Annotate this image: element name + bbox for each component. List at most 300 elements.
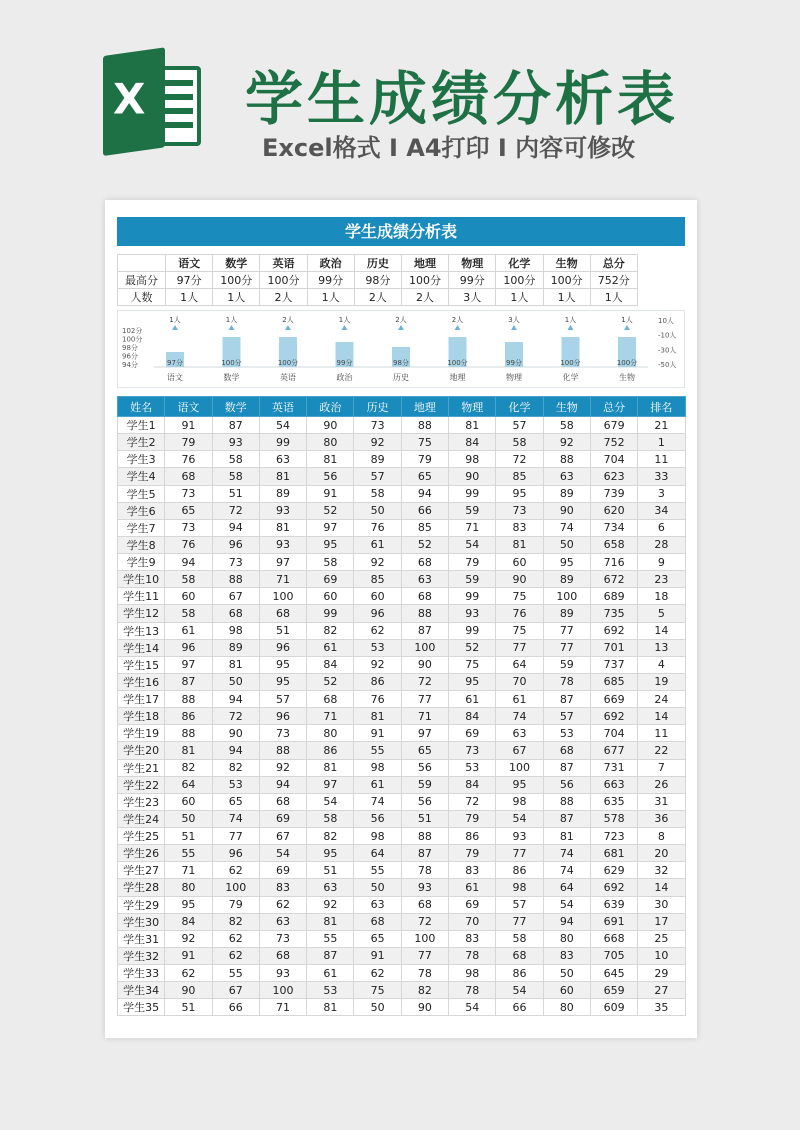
score-cell: 98	[354, 828, 401, 845]
score-cell: 50	[212, 673, 259, 690]
table-row	[118, 451, 686, 468]
table-row	[118, 947, 686, 964]
score-cell: 58	[165, 605, 212, 622]
score-cell: 55	[354, 862, 401, 879]
logo-letter: X	[113, 74, 146, 124]
score-cell: 74	[212, 810, 259, 827]
score-cell: 58	[165, 571, 212, 588]
student-name-cell: 学生8	[118, 536, 165, 553]
score-cell: 658	[590, 536, 637, 553]
table-row	[118, 930, 686, 947]
summary-count-row	[118, 289, 638, 306]
score-cell: 51	[165, 828, 212, 845]
score-cell: 75	[496, 588, 543, 605]
score-cell: 97	[165, 656, 212, 673]
score-cell: 94	[165, 554, 212, 571]
score-cell: 74	[543, 862, 590, 879]
count-marker-icon	[568, 325, 574, 330]
score-cell: 58	[354, 485, 401, 502]
score-cell: 78	[401, 965, 448, 982]
score-cell: 61	[165, 622, 212, 639]
score-cell: 60	[165, 793, 212, 810]
score-cell: 24	[638, 691, 685, 708]
score-cell: 69	[449, 896, 496, 913]
bar-value-label: 99分	[336, 359, 353, 367]
score-cell: 71	[401, 708, 448, 725]
score-cell: 60	[496, 554, 543, 571]
header-banner	[0, 0, 800, 190]
score-cell: 98	[354, 759, 401, 776]
score-cell: 68	[496, 947, 543, 964]
student-name-cell: 学生3	[118, 451, 165, 468]
score-cell: 98	[496, 879, 543, 896]
summary-subject-cell: 语文	[166, 255, 213, 272]
student-name-cell: 学生27	[118, 862, 165, 879]
summary-subject-cell: 政治	[307, 255, 354, 272]
score-cell: 19	[638, 673, 685, 690]
score-cell: 63	[259, 913, 306, 930]
bar-value-label: 98分	[393, 359, 409, 367]
score-cell: 90	[449, 468, 496, 485]
summary-max-cell: 97分	[166, 272, 213, 289]
score-cell: 79	[449, 810, 496, 827]
score-cell: 54	[543, 896, 590, 913]
score-cell: 731	[590, 759, 637, 776]
score-cell: 98	[449, 451, 496, 468]
score-cell: 81	[212, 656, 259, 673]
score-cell: 100	[259, 588, 306, 605]
score-cell: 94	[401, 485, 448, 502]
student-name-cell: 学生28	[118, 879, 165, 896]
student-name-cell: 学生6	[118, 502, 165, 519]
score-cell: 54	[449, 999, 496, 1016]
score-cell: 67	[259, 828, 306, 845]
score-cell: 62	[354, 965, 401, 982]
summary-max-cell: 99分	[449, 272, 496, 289]
score-cell: 734	[590, 519, 637, 536]
score-cell: 68	[212, 605, 259, 622]
column-header: 排名	[638, 397, 685, 417]
summary-header-row	[118, 255, 638, 272]
score-cell: 7	[638, 759, 685, 776]
left-tick-label: 94分	[122, 361, 138, 369]
score-cell: 679	[590, 417, 637, 434]
score-cell: 83	[259, 879, 306, 896]
score-cell: 70	[496, 673, 543, 690]
score-cell: 97	[307, 519, 354, 536]
score-cell: 93	[259, 965, 306, 982]
category-label: 生物	[619, 373, 635, 382]
score-cell: 752	[590, 434, 637, 451]
score-cell: 22	[638, 742, 685, 759]
score-cell: 81	[307, 759, 354, 776]
score-cell: 681	[590, 845, 637, 862]
score-cell: 76	[165, 451, 212, 468]
score-cell: 88	[543, 451, 590, 468]
score-cell: 72	[212, 502, 259, 519]
score-cell: 73	[259, 725, 306, 742]
column-header: 英语	[259, 397, 306, 417]
table-row	[118, 810, 686, 827]
score-cell: 77	[543, 622, 590, 639]
table-row	[118, 673, 686, 690]
summary-max-cell: 100分	[260, 272, 307, 289]
score-cell: 57	[496, 417, 543, 434]
left-tick-label: 96分	[122, 352, 138, 361]
score-cell: 85	[354, 571, 401, 588]
student-name-cell: 学生17	[118, 691, 165, 708]
score-cell: 88	[543, 793, 590, 810]
score-cell: 57	[543, 708, 590, 725]
table-row	[118, 536, 686, 553]
score-cell: 68	[401, 554, 448, 571]
score-cell: 54	[307, 793, 354, 810]
score-cell: 96	[165, 639, 212, 656]
score-cell: 623	[590, 468, 637, 485]
score-cell: 739	[590, 485, 637, 502]
count-marker-icon	[455, 325, 461, 330]
column-header: 政治	[307, 397, 354, 417]
score-cell: 65	[165, 502, 212, 519]
score-cell: 50	[165, 810, 212, 827]
score-cell: 35	[638, 999, 685, 1016]
table-row	[118, 999, 686, 1016]
table-row	[118, 845, 686, 862]
score-cell: 62	[212, 862, 259, 879]
category-label: 英语	[280, 373, 296, 382]
score-cell: 33	[638, 468, 685, 485]
score-cell: 71	[449, 519, 496, 536]
score-cell: 72	[401, 673, 448, 690]
score-cell: 8	[638, 828, 685, 845]
score-cell: 78	[449, 982, 496, 999]
score-cell: 66	[401, 502, 448, 519]
score-cell: 639	[590, 896, 637, 913]
score-cell: 83	[496, 519, 543, 536]
score-cell: 32	[638, 862, 685, 879]
summary-max-cell: 100分	[213, 272, 260, 289]
count-label: 3人	[508, 316, 520, 324]
score-cell: 83	[449, 862, 496, 879]
score-cell: 62	[165, 965, 212, 982]
score-cell: 56	[354, 810, 401, 827]
score-cell: 72	[401, 913, 448, 930]
score-cell: 60	[307, 588, 354, 605]
score-cell: 85	[496, 468, 543, 485]
score-cell: 58	[307, 810, 354, 827]
student-name-cell: 学生32	[118, 947, 165, 964]
score-cell: 95	[543, 554, 590, 571]
score-cell: 62	[212, 930, 259, 947]
table-row	[118, 502, 686, 519]
summary-subject-cell: 生物	[543, 255, 590, 272]
score-cell: 635	[590, 793, 637, 810]
score-cell: 93	[212, 434, 259, 451]
student-name-cell: 学生16	[118, 673, 165, 690]
score-cell: 93	[259, 502, 306, 519]
score-cell: 61	[307, 965, 354, 982]
score-cell: 76	[354, 691, 401, 708]
score-cell: 14	[638, 879, 685, 896]
table-row	[118, 656, 686, 673]
summary-max-cell: 98分	[354, 272, 401, 289]
score-cell: 14	[638, 622, 685, 639]
score-cell: 685	[590, 673, 637, 690]
score-cell: 79	[165, 434, 212, 451]
score-cell: 68	[259, 947, 306, 964]
score-cell: 704	[590, 451, 637, 468]
table-row	[118, 485, 686, 502]
chart-container	[117, 310, 685, 388]
score-cell: 89	[543, 605, 590, 622]
summary-max-cell: 99分	[307, 272, 354, 289]
score-cell: 80	[307, 725, 354, 742]
score-cell: 90	[212, 725, 259, 742]
score-cell: 51	[259, 622, 306, 639]
score-cell: 72	[449, 793, 496, 810]
summary-count-cell: 1人	[213, 289, 260, 306]
score-cell: 61	[496, 691, 543, 708]
score-cell: 69	[307, 571, 354, 588]
table-row	[118, 708, 686, 725]
score-cell: 97	[401, 725, 448, 742]
score-cell: 68	[165, 468, 212, 485]
score-cell: 56	[307, 468, 354, 485]
score-cell: 57	[496, 896, 543, 913]
score-cell: 56	[401, 793, 448, 810]
student-name-cell: 学生33	[118, 965, 165, 982]
score-cell: 692	[590, 879, 637, 896]
score-cell: 609	[590, 999, 637, 1016]
score-cell: 58	[307, 554, 354, 571]
score-cell: 59	[449, 502, 496, 519]
student-name-cell: 学生29	[118, 896, 165, 913]
score-cell: 80	[165, 879, 212, 896]
column-header: 语文	[165, 397, 212, 417]
page-title: 学生成绩分析表	[245, 65, 680, 133]
score-cell: 68	[401, 896, 448, 913]
score-cell: 89	[543, 571, 590, 588]
score-cell: 63	[401, 571, 448, 588]
student-name-cell: 学生10	[118, 571, 165, 588]
score-cell: 36	[638, 810, 685, 827]
summary-count-cell: 2人	[401, 289, 448, 306]
score-cell: 95	[307, 845, 354, 862]
score-cell: 77	[496, 913, 543, 930]
summary-row-label: 最高分	[118, 272, 166, 289]
right-tick-label: -30人	[658, 346, 677, 355]
score-cell: 75	[354, 982, 401, 999]
score-cell: 81	[307, 913, 354, 930]
table-row	[118, 691, 686, 708]
score-cell: 669	[590, 691, 637, 708]
score-cell: 5	[638, 605, 685, 622]
score-cell: 63	[496, 725, 543, 742]
score-cell: 61	[354, 776, 401, 793]
score-cell: 51	[212, 485, 259, 502]
score-cell: 94	[212, 742, 259, 759]
score-table	[117, 396, 686, 1016]
spreadsheet-page	[105, 200, 697, 1038]
table-row	[118, 982, 686, 999]
score-cell: 68	[543, 742, 590, 759]
score-cell: 96	[212, 845, 259, 862]
score-cell: 53	[354, 639, 401, 656]
category-label: 地理	[449, 373, 466, 382]
score-cell: 578	[590, 810, 637, 827]
score-cell: 77	[496, 845, 543, 862]
score-cell: 88	[401, 605, 448, 622]
summary-subject-cell: 化学	[496, 255, 543, 272]
score-cell: 81	[307, 451, 354, 468]
score-cell: 96	[212, 536, 259, 553]
score-cell: 18	[638, 588, 685, 605]
score-cell: 82	[212, 759, 259, 776]
score-cell: 78	[401, 862, 448, 879]
score-cell: 84	[449, 434, 496, 451]
score-cell: 81	[496, 536, 543, 553]
score-cell: 704	[590, 725, 637, 742]
score-cell: 668	[590, 930, 637, 947]
score-cell: 86	[307, 742, 354, 759]
score-cell: 689	[590, 588, 637, 605]
column-header: 姓名	[118, 397, 165, 417]
max-score-chart	[118, 311, 684, 387]
score-cell: 663	[590, 776, 637, 793]
left-tick-label: 100分	[122, 335, 143, 344]
table-row	[118, 468, 686, 485]
column-header: 物理	[449, 397, 496, 417]
score-cell: 91	[165, 947, 212, 964]
score-cell: 692	[590, 622, 637, 639]
score-cell: 70	[449, 913, 496, 930]
column-header: 地理	[401, 397, 448, 417]
summary-subject-cell: 英语	[260, 255, 307, 272]
score-cell: 95	[259, 656, 306, 673]
score-cell: 56	[543, 776, 590, 793]
student-name-cell: 学生4	[118, 468, 165, 485]
score-cell: 67	[212, 588, 259, 605]
score-cell: 52	[307, 673, 354, 690]
score-cell: 51	[307, 862, 354, 879]
score-cell: 701	[590, 639, 637, 656]
summary-count-cell: 2人	[260, 289, 307, 306]
table-row	[118, 896, 686, 913]
score-cell: 92	[354, 554, 401, 571]
student-name-cell: 学生22	[118, 776, 165, 793]
score-cell: 61	[354, 536, 401, 553]
score-cell: 68	[401, 588, 448, 605]
score-cell: 67	[496, 742, 543, 759]
table-row	[118, 519, 686, 536]
score-cell: 77	[212, 828, 259, 845]
score-cell: 84	[449, 708, 496, 725]
student-name-cell: 学生35	[118, 999, 165, 1016]
table-row	[118, 571, 686, 588]
score-cell: 4	[638, 656, 685, 673]
score-cell: 74	[543, 845, 590, 862]
score-cell: 100	[401, 639, 448, 656]
score-cell: 3	[638, 485, 685, 502]
table-row	[118, 742, 686, 759]
score-cell: 87	[165, 673, 212, 690]
student-name-cell: 学生18	[118, 708, 165, 725]
score-cell: 73	[449, 742, 496, 759]
score-cell: 82	[401, 982, 448, 999]
student-name-cell: 学生1	[118, 417, 165, 434]
score-cell: 94	[259, 776, 306, 793]
score-cell: 91	[354, 725, 401, 742]
score-cell: 73	[354, 417, 401, 434]
table-row	[118, 862, 686, 879]
score-cell: 91	[307, 485, 354, 502]
score-cell: 50	[354, 502, 401, 519]
table-row	[118, 828, 686, 845]
score-cell: 87	[401, 622, 448, 639]
score-cell: 71	[165, 862, 212, 879]
score-cell: 82	[307, 828, 354, 845]
student-name-cell: 学生26	[118, 845, 165, 862]
score-cell: 99	[449, 622, 496, 639]
score-cell: 90	[401, 656, 448, 673]
score-cell: 52	[449, 639, 496, 656]
score-cell: 76	[354, 519, 401, 536]
student-name-cell: 学生25	[118, 828, 165, 845]
summary-count-cell: 1人	[166, 289, 213, 306]
score-cell: 54	[496, 982, 543, 999]
score-cell: 63	[543, 468, 590, 485]
column-header: 化学	[496, 397, 543, 417]
score-cell: 79	[449, 554, 496, 571]
bar-value-label: 100分	[616, 359, 638, 367]
score-cell: 99	[449, 588, 496, 605]
table-row	[118, 879, 686, 896]
score-cell: 50	[543, 965, 590, 982]
score-cell: 54	[449, 536, 496, 553]
score-cell: 100	[259, 982, 306, 999]
score-cell: 69	[449, 725, 496, 742]
summary-subject-cell: 地理	[401, 255, 448, 272]
score-cell: 83	[543, 947, 590, 964]
score-cell: 53	[212, 776, 259, 793]
count-label: 2人	[395, 316, 407, 324]
score-cell: 81	[307, 999, 354, 1016]
score-cell: 53	[307, 982, 354, 999]
score-cell: 100	[496, 759, 543, 776]
table-row	[118, 725, 686, 742]
score-cell: 21	[638, 417, 685, 434]
score-cell: 99	[259, 434, 306, 451]
score-cell: 68	[259, 793, 306, 810]
count-label: 1人	[338, 316, 351, 324]
count-label: 1人	[225, 316, 238, 324]
excel-cover-icon	[103, 47, 165, 156]
score-cell: 29	[638, 965, 685, 982]
score-cell: 54	[259, 845, 306, 862]
score-cell: 66	[212, 999, 259, 1016]
score-cell: 26	[638, 776, 685, 793]
score-cell: 89	[543, 485, 590, 502]
table-row	[118, 622, 686, 639]
score-cell: 91	[354, 947, 401, 964]
score-cell: 68	[354, 913, 401, 930]
bar-value-label: 100分	[560, 359, 581, 367]
score-cell: 78	[449, 947, 496, 964]
score-cell: 77	[401, 947, 448, 964]
table-row	[118, 793, 686, 810]
score-cell: 55	[212, 965, 259, 982]
score-cell: 94	[212, 519, 259, 536]
